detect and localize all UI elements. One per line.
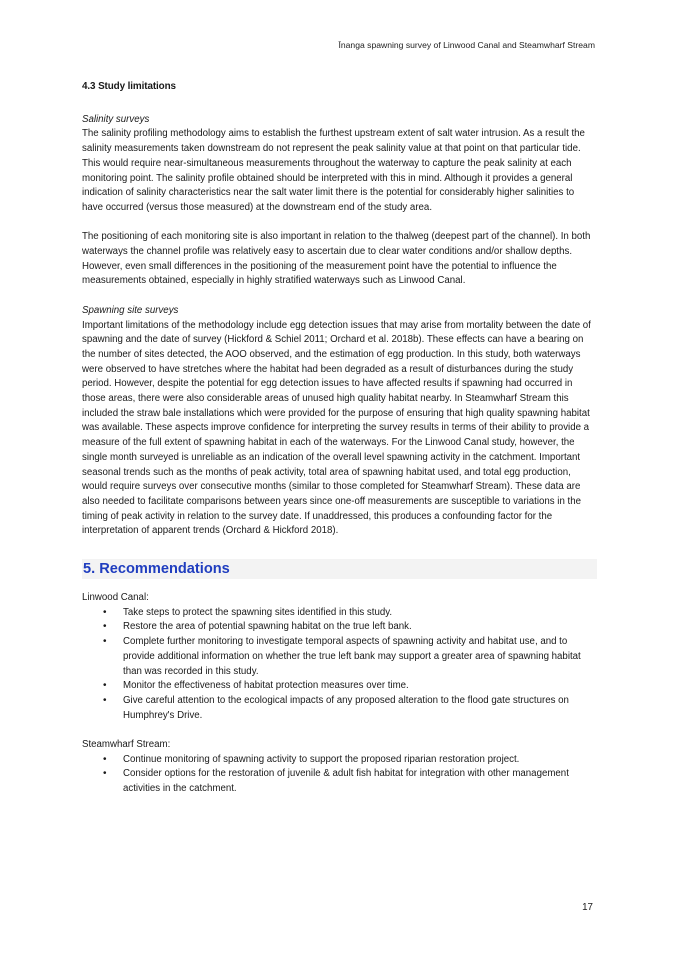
paragraph-gap [82,289,597,304]
list-item: • Restore the area of potential spawning habitat on the true left bank. [82,620,597,635]
page-number: 17 [582,902,593,913]
section-heading-4-3: 4.3 Study limitations [82,81,176,92]
linwood-canal-label: Linwood Canal: [82,592,149,604]
subheading-salinity-surveys: Salinity surveys [82,113,150,125]
section-heading-5: 5. Recommendations [82,559,597,579]
linwood-recommendations-list [82,606,597,724]
paragraph-salinity-1: The salinity profiling methodology aims to establish the furthest upstream extent of salt water intrusion. As a result the salinity measurements taken downstream do not represent the peak salinity value at that point on that particular tide. This would require near-simultaneous measurements throughout the waterway to capture the peak salinity at each monitoring point. The salinity profile obtained should be interpreted with this in mind. Although it provides a general indication of salinity characteristics near the salt water limit there is the potential for considerably higher salinities to have occurred (versus those measured) at the downstream end of the study area. [82,128,585,213]
paragraph-gap [82,723,597,738]
list-item: • Monitor the effectiveness of habitat protection measures over time. [82,679,597,694]
steamwharf-stream-label: Steamwharf Stream: [82,739,171,751]
list-item: • Take steps to protect the spawning sites identified in this study. [82,606,597,621]
list-item: • Give careful attention to the ecological impacts of any proposed alteration to the flood gate structures on Humphrey's Drive. [82,694,597,723]
steamwharf-recommendations-list [82,753,597,797]
running-header: Īnanga spawning survey of Linwood Canal and Steamwharf Stream [338,40,595,50]
paragraph-gap [82,216,597,231]
list-item: • Consider options for the restoration of juvenile & adult fish habitat for integration with other management activities in the catchment. [82,767,597,796]
subheading-spawning-site-surveys: Spawning site surveys [82,304,179,316]
list-item: • Complete further monitoring to investigate temporal aspects of spawning activity and habitat use, and to provide additional information on whether the true left bank may support a greater area of spawning habitat than was recorded in this study. [82,635,597,679]
main-content [82,80,597,797]
list-item: • Continue monitoring of spawning activity to support the proposed riparian restoration project. [82,753,597,768]
paragraph-spawning-1: Important limitations of the methodology include egg detection issues that may arise from mortality between the date of spawning and the date of survey (Hickford & Schiel 2011; Orchard et al. 2018b). These effects can have a bearing on the number of sites detected, the AOO observed, and the estimation of egg production. In this study, both waterways were observed to have stretches where the habitat had been degraded as a result of disturbances during the study period. However, despite the potential for egg detection issues to have affected results if spawning had occurred in those areas, there were also considerable areas of unused high quality habitat nearby. In Steamwharf Stream this included the straw bale installations which were provided for the purpose of ensuring that high quality spawning habitat was available. These aspects improve confidence for interpreting the survey results in terms of their ability to provide a measure of the full extent of spawning habitat in each of the waterways. For the Linwood Canal study, however, the single month surveyed is unreliable as an indication of the overall level spawning activity in the catchment. Important seasonal trends such as the months of peak activity, total area of spawning habitat used, and total egg production, would require surveys over consecutive months (similar to those completed for Steamwharf Stream). These data are also needed to facilitate comparisons between years since one-off measurements are susceptible to variations in the timing of peak activity in relation to the survey date. If unaddressed, this produces a confounding factor for the interpretation of apparent trends (Orchard & Hickford 2018). [82,319,591,537]
paragraph-salinity-2: The positioning of each monitoring site is also important in relation to the thalweg (deepest part of the channel). In both waterways the channel profile was relatively easy to ascertain due to clear water conditions and/or shallow depths. However, even small differences in the positioning of the measurement point have the potential to influence the measurements obtained, especially in highly stratified waterways such as Linwood Canal. [82,231,591,287]
